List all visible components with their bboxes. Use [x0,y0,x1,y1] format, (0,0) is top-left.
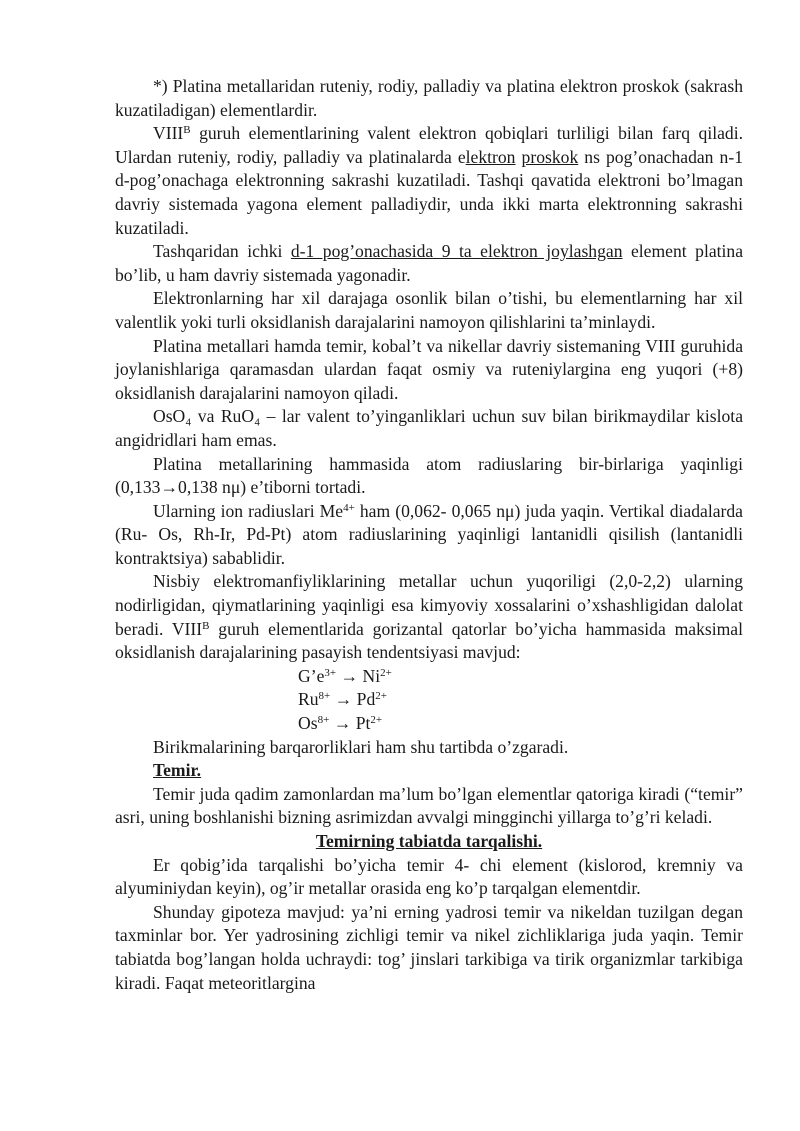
paragraph-atomic-radii: Platina metallarining hammasida atom radiuslaring bir-birlariga yaqinligi (0,133→0,138 nμ) e’tiborni tortadi. [115,453,743,498]
paragraph-platinum-d-sublevel [115,240,743,287]
superscript: 8+ [318,690,331,703]
paragraph-iron-history: Temir juda qadim zamonlardan ma’lum bo’lgan elementlar qatoriga kiradi (“temir” asri, uning boshlanishi bizning asrimizdan avvalgi mingginchi yillarga to’g’ri keladi. [115,783,743,828]
formula-left: Ru [298,689,319,710]
superscript: B [183,124,191,137]
formula-line [115,688,743,712]
paragraph-stability: Birikmalarining barqarorliklari ham shu tartibda o’zgaradi. [153,736,569,757]
text-span: Ularning ion radiuslari Me [153,500,344,521]
text-span: element platina bo’lib, u ham davriy sistemada yagonadir. [115,241,744,285]
superscript: 2+ [375,690,387,703]
arrow-icon: → [334,689,353,710]
superscript: 3+ [324,666,337,679]
superscript: 4+ [343,501,355,514]
underlined-text: lektron [465,146,516,167]
paragraph-iron-abundance: Er qobig’ida tarqalishi bo’yicha temir 4- chi element (kislorod, kremniy va alyuminiydan keyin), og’ir metallar orasida eng ko’p tarqalgan elementdir. [115,854,743,899]
heading-text: Temirning tabiatda tarqalishi. [315,831,543,851]
paragraph-electron-transitions: Elektronlarning har xil darajaga osonlik bilan o’tishi, bu elementlarning har xil valentlik yoki turli oksidlanish darajalarini namoyon qilishlarini ta’minlaydi. [115,288,743,332]
paragraph-oxidation-states: Platina metallari hamda temir, kobal’t va nikellar davriy sistemaning VIII guruhida joylanishlariga qaramasdan ulardan faqat osmiy va ruteniylargina eng yuqori (+8) oksidlanish darajalarini namoyon qiladi. [115,335,743,403]
formula-left: G’e [298,665,325,686]
text-span: guruh elementlarining valent elektron qobiqlari turliligi bilan farq qiladi. Ulardan ruteniy, rodiy, palladiy va platinalarda e [115,123,743,167]
heading-text: Temir. [153,760,202,781]
superscript: 8+ [317,714,330,727]
text-span: VIII [153,123,184,144]
underlined-text: proskok [521,146,579,167]
text-span: ham (0,062- 0,065 nμ) juda yaqin. Vertikal diadalarda (Ru- Os, Rh-Ir, Pd-Pt) atom radiuslarining yaqinligi lantanidli qisilish (lantanidli kontraktsiya) sabablidir. [115,500,743,568]
section-heading-iron [115,759,743,783]
superscript: 2+ [380,666,392,679]
paragraph-oxides: OsO₄ va RuO₄ – lar valent to’yinganliklari uchun suv bilan birikmaydilar kislota angidridlari ham emas. [115,406,743,450]
text-span: ns pog’onachadan n-1 d-pog’onachaga elektronning sakrashi kuzatiladi. Tashqi qavatida elektroni bo’lmagan davriy sistemada yagona element palladiydir, unda ikki marta elektronning sakrashi kuzatiladi. [115,146,743,238]
superscript: B [202,619,210,632]
underlined-text: d-1 pog’onachasida 9 ta elektron joylashgan [290,241,623,262]
text-span: Nisbiy elektromanfiyliklarining metallar uchun yuqoriligi (2,0-2,2) ularning nodirligidan, qiymatlarining yaqinligi esa kimyoviy xossalarini o’xshashligidan dalolat beradi. VIII [115,571,743,639]
paragraph-ion-radii [115,500,743,571]
formula-left: Os [298,713,318,734]
formula-line [115,665,743,689]
paragraph-viii-b-group [115,122,743,240]
paragraph-platinum-proskok: *) Platina metallaridan ruteniy, rodiy, palladiy va platina elektron proskok (sakrash kuzatiladigan) elementlardir. [115,76,743,120]
arrow-icon: → [340,665,359,686]
text-span: Tashqaridan ichki [153,241,291,262]
formula-right: Pt [355,713,371,734]
arrow-icon: → [333,713,352,734]
section-heading-iron-distribution [115,830,743,854]
paragraph-earth-core-hypothesis: Shunday gipoteza mavjud: ya’ni erning yadrosi temir va nikeldan tuzilgan degan taxminlar bor. Yer yadrosining zichligi temir va nikel zichliklariga juda yaqin. Temir tabiatda bog’langan holda uchraydi: tog’ jinslari tarkibiga va tirik organizmlar tarkibiga kiradi. Faqat meteoritlargina [115,901,743,993]
paragraph-electronegativity [115,570,743,664]
formula-right: Pd [356,689,376,710]
formula-right: Ni [362,665,381,686]
superscript: 2+ [370,714,383,727]
text-span: guruh elementlarida gorizantal qatorlar bo’yicha hammasida maksimal oksidlanish darajalarining pasayish tendentsiyasi mavjud: [115,618,743,663]
formula-line [115,712,743,736]
